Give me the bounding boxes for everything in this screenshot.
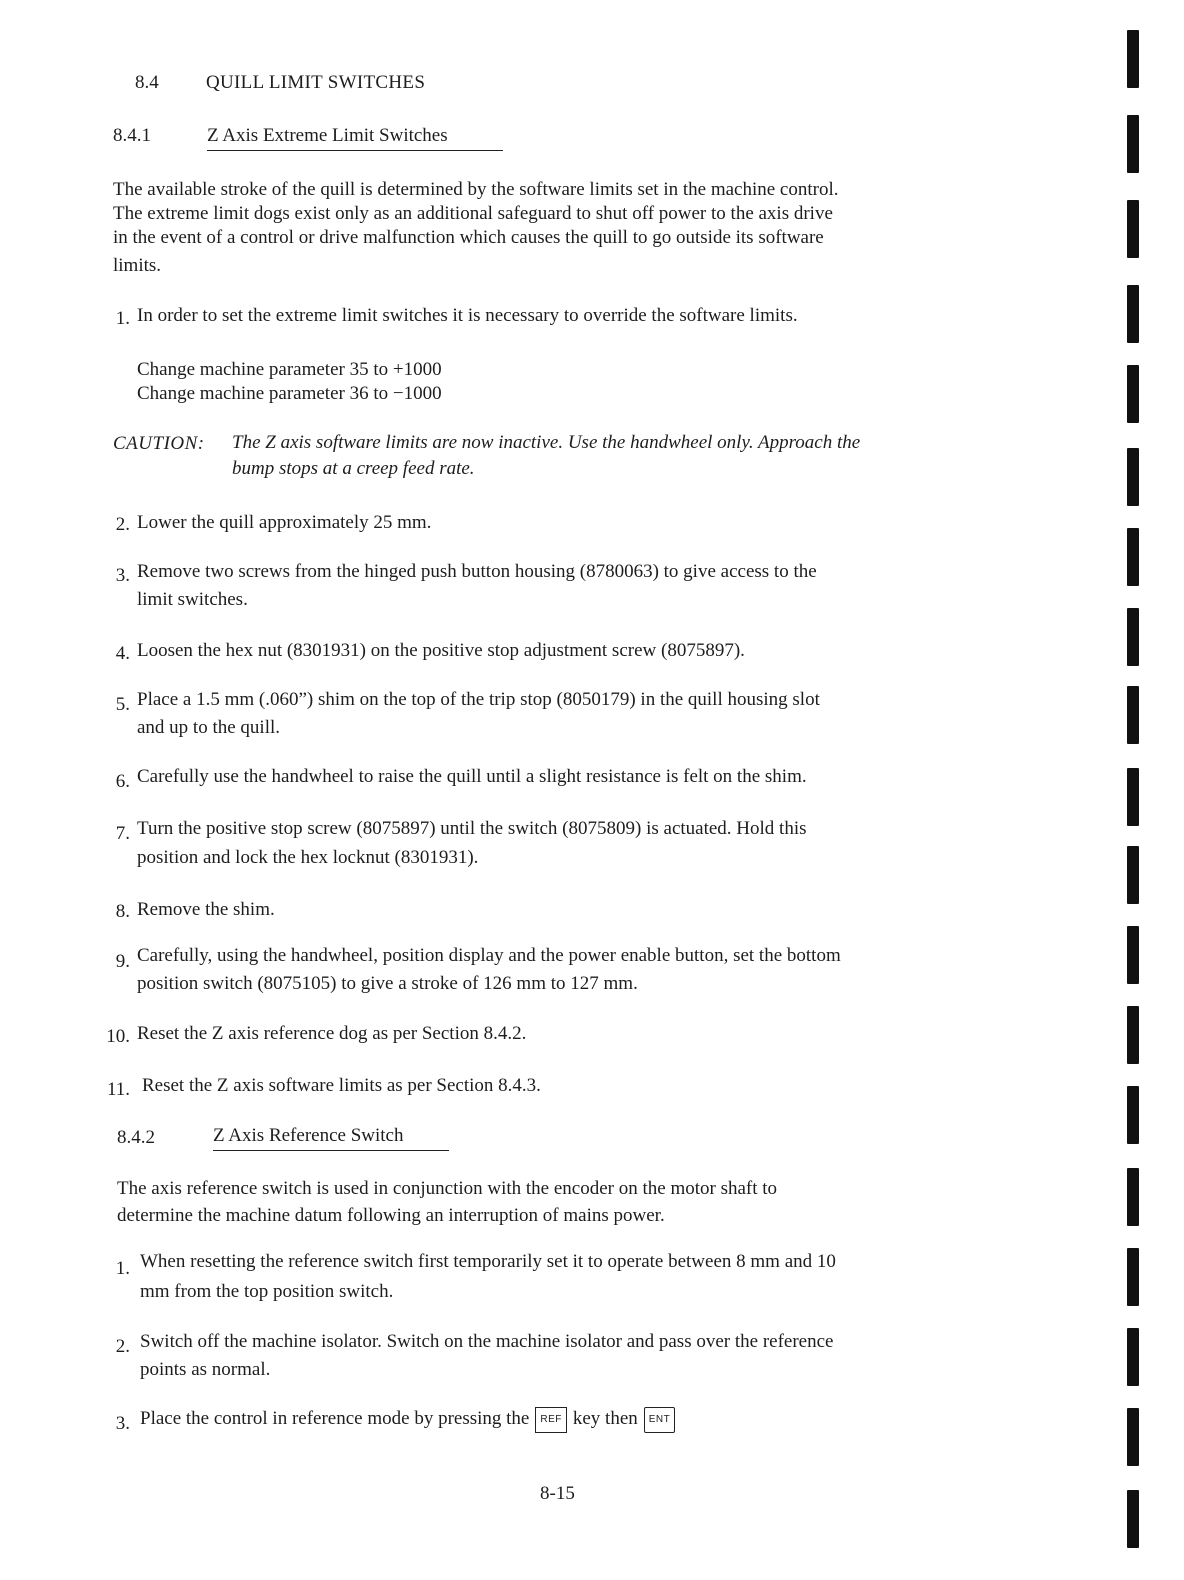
- margin-bar: [1127, 1328, 1139, 1386]
- list-item-number: 1.: [115, 1258, 130, 1279]
- margin-bar: [1127, 846, 1139, 904]
- margin-bar: [1127, 1006, 1139, 1064]
- margin-bar: [1127, 30, 1139, 88]
- margin-bar: [1127, 448, 1139, 506]
- list-item-text: Turn the positive stop screw (8075897) until the switch (8075809) is actuated. Hold this: [137, 818, 807, 839]
- list-item-number: 6.: [115, 771, 130, 792]
- caution-label: CAUTION:: [113, 433, 205, 454]
- list-item-number: 2.: [115, 514, 130, 535]
- subsection-title: Z Axis Extreme Limit Switches: [207, 125, 503, 151]
- list-item-text: limit switches.: [137, 589, 248, 610]
- list-item-number: 2.: [115, 1336, 130, 1357]
- subsection-title: Z Axis Reference Switch: [213, 1125, 449, 1151]
- parameter-line: Change machine parameter 36 to −1000: [137, 383, 442, 404]
- list-item-text: Reset the Z axis software limits as per Section 8.4.3.: [142, 1075, 541, 1096]
- step-text-before: Place the control in reference mode by pressing the: [140, 1408, 530, 1429]
- margin-bar: [1127, 768, 1139, 826]
- section-title: QUILL LIMIT SWITCHES: [206, 72, 426, 93]
- paragraph-line: limits.: [113, 255, 162, 276]
- list-item-number: 3.: [115, 565, 130, 586]
- list-item-number: 5.: [115, 694, 130, 715]
- list-item-text: points as normal.: [140, 1359, 271, 1380]
- paragraph-line: in the event of a control or drive malfunction which causes the quill to go outside its software: [113, 227, 824, 248]
- subsection-number: 8.4.1: [113, 125, 151, 146]
- paragraph-line: The extreme limit dogs exist only as an additional safeguard to shut off power to the axis drive: [113, 203, 833, 224]
- margin-bar: [1127, 608, 1139, 666]
- paragraph-line: The axis reference switch is used in conjunction with the encoder on the motor shaft to: [117, 1178, 778, 1199]
- list-item-text: Remove two screws from the hinged push button housing (8780063) to give access to the: [137, 561, 817, 582]
- parameter-line: Change machine parameter 35 to +1000: [137, 359, 442, 380]
- margin-bar: [1127, 686, 1139, 744]
- list-item-number: 1.: [115, 308, 130, 329]
- margin-bar: [1127, 1168, 1139, 1226]
- list-item-text: [140, 1405, 681, 1433]
- margin-bar: [1127, 1248, 1139, 1306]
- list-item-number: 11.: [106, 1079, 130, 1100]
- ent-key-icon: ENT: [644, 1407, 676, 1433]
- list-item-text: position and lock the hex locknut (8301931).: [137, 847, 479, 868]
- list-item-text: Switch off the machine isolator. Switch on the machine isolator and pass over the reference: [140, 1331, 834, 1352]
- list-item-number: 4.: [115, 643, 130, 664]
- margin-bar: [1127, 528, 1139, 586]
- subsection-number: 8.4.2: [117, 1127, 155, 1148]
- step-text-mid: key then: [572, 1408, 638, 1429]
- margin-bar: [1127, 200, 1139, 258]
- margin-bar: [1127, 365, 1139, 423]
- paragraph-line: determine the machine datum following an interruption of mains power.: [117, 1205, 665, 1226]
- list-item-number: 8.: [115, 901, 130, 922]
- margin-bar: [1127, 115, 1139, 173]
- caution-line: The Z axis software limits are now inactive. Use the handwheel only. Approach the: [232, 432, 861, 453]
- margin-bar: [1127, 1086, 1139, 1144]
- list-item-text: Carefully, using the handwheel, position display and the power enable button, set the bottom: [137, 945, 841, 966]
- ref-key-icon: REF: [535, 1407, 567, 1433]
- list-item-text: and up to the quill.: [137, 717, 281, 738]
- page-number: 8-15: [540, 1483, 575, 1504]
- list-item-text: Carefully use the handwheel to raise the quill until a slight resistance is felt on the shim.: [137, 766, 807, 787]
- list-item-number: 10.: [106, 1026, 130, 1047]
- caution-line: bump stops at a creep feed rate.: [232, 458, 475, 479]
- margin-bar: [1127, 926, 1139, 984]
- section-number: 8.4: [135, 72, 159, 93]
- list-item-text: Loosen the hex nut (8301931) on the positive stop adjustment screw (8075897).: [137, 640, 745, 661]
- paragraph-line: The available stroke of the quill is determined by the software limits set in the machine control.: [113, 179, 839, 200]
- margin-bar: [1127, 1490, 1139, 1548]
- margin-bar: [1127, 285, 1139, 343]
- list-item-text: mm from the top position switch.: [140, 1281, 394, 1302]
- list-item-text: Place a 1.5 mm (.060”) shim on the top of the trip stop (8050179) in the quill housing slot: [137, 689, 820, 710]
- list-item-text: Reset the Z axis reference dog as per Section 8.4.2.: [137, 1023, 527, 1044]
- list-item-number: 7.: [115, 823, 130, 844]
- list-item-text: When resetting the reference switch first temporarily set it to operate between 8 mm and 10: [140, 1251, 836, 1272]
- list-item-number: 9.: [115, 951, 130, 972]
- list-item-text: position switch (8075105) to give a stroke of 126 mm to 127 mm.: [137, 973, 638, 994]
- list-item-text: In order to set the extreme limit switches it is necessary to override the software limits.: [137, 305, 798, 326]
- margin-bar: [1127, 1408, 1139, 1466]
- list-item-text: Lower the quill approximately 25 mm.: [137, 512, 432, 533]
- list-item-number: 3.: [115, 1413, 130, 1434]
- list-item-text: Remove the shim.: [137, 899, 275, 920]
